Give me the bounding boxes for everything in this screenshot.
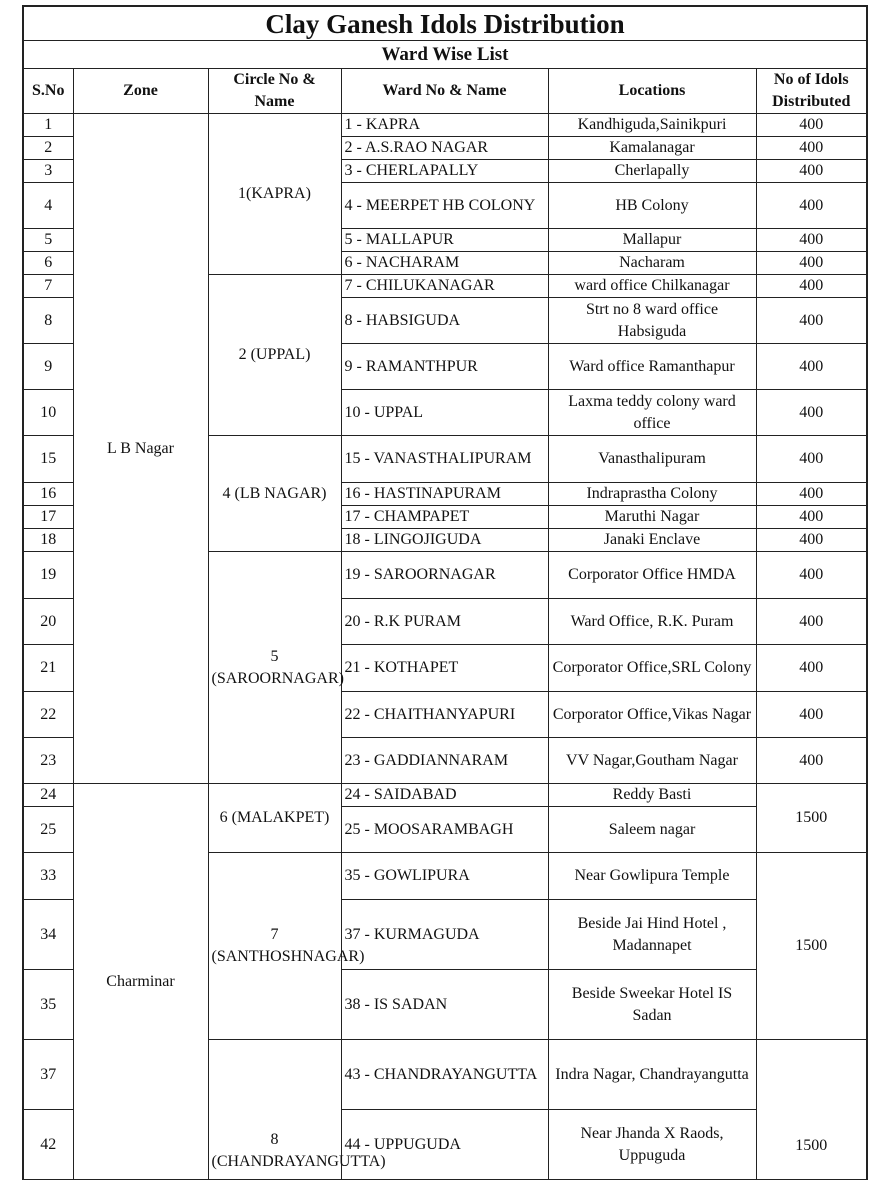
- table-row: [24, 114, 866, 137]
- sno-cell: 35: [24, 970, 73, 1040]
- sno-cell: 6: [24, 252, 73, 275]
- circle-cell-7: 7 (SANTHOSHNAGAR): [208, 853, 341, 1040]
- ward-cell: 43 - CHANDRAYANGUTTA: [341, 1040, 548, 1110]
- location-cell: Kandhiguda,Sainikpuri: [548, 114, 756, 137]
- sno-cell: 2: [24, 137, 73, 160]
- sno-cell: 9: [24, 344, 73, 390]
- ward-cell: 25 - MOOSARAMBAGH: [341, 807, 548, 853]
- ward-cell: 20 - R.K PURAM: [341, 599, 548, 645]
- idols-cell: 400: [756, 436, 866, 483]
- ward-cell: 17 - CHAMPAPET: [341, 506, 548, 529]
- ward-cell: 24 - SAIDABAD: [341, 784, 548, 807]
- sno-cell: 33: [24, 853, 73, 900]
- idols-cell: 400: [756, 252, 866, 275]
- location-cell: Ward office Ramanthapur: [548, 344, 756, 390]
- location-cell: Strt no 8 ward office Habsiguda: [548, 298, 756, 344]
- location-cell: Cherlapally: [548, 160, 756, 183]
- location-cell: HB Colony: [548, 183, 756, 229]
- idols-cell-group-8: 1500: [756, 1040, 866, 1180]
- ward-table: [24, 69, 866, 1180]
- circle-cell-8: 8 (CHANDRAYANGUTTA): [208, 1040, 341, 1180]
- ward-cell: 15 - VANASTHALIPURAM: [341, 436, 548, 483]
- sno-cell: 19: [24, 552, 73, 599]
- sno-cell: 8: [24, 298, 73, 344]
- location-cell: Janaki Enclave: [548, 529, 756, 552]
- ward-cell: 38 - IS SADAN: [341, 970, 548, 1040]
- zone-cell-lb-nagar: L B Nagar: [73, 114, 208, 784]
- location-cell: Reddy Basti: [548, 784, 756, 807]
- ward-cell: 18 - LINGOJIGUDA: [341, 529, 548, 552]
- circle-cell-2: 2 (UPPAL): [208, 275, 341, 436]
- sno-cell: 42: [24, 1110, 73, 1180]
- idols-cell: 400: [756, 298, 866, 344]
- location-cell: Kamalanagar: [548, 137, 756, 160]
- header-idols: No of Idols Distributed: [756, 69, 866, 114]
- circle-cell-5: 5 (SAROORNAGAR): [208, 552, 341, 784]
- sno-cell: 24: [24, 784, 73, 807]
- location-cell: Nacharam: [548, 252, 756, 275]
- ward-cell: 4 - MEERPET HB COLONY: [341, 183, 548, 229]
- sno-cell: 16: [24, 483, 73, 506]
- document-subtitle: Ward Wise List: [24, 41, 866, 69]
- location-cell: Beside Jai Hind Hotel , Madannapet: [548, 900, 756, 970]
- header-row: [24, 69, 866, 114]
- idols-cell: 400: [756, 183, 866, 229]
- sno-cell: 17: [24, 506, 73, 529]
- idols-cell: 400: [756, 692, 866, 738]
- location-cell: Corporator Office,Vikas Nagar: [548, 692, 756, 738]
- idols-cell: 400: [756, 137, 866, 160]
- sno-cell: 20: [24, 599, 73, 645]
- ward-cell: 7 - CHILUKANAGAR: [341, 275, 548, 298]
- ward-cell: 16 - HASTINAPURAM: [341, 483, 548, 506]
- idols-cell: 400: [756, 229, 866, 252]
- ward-cell: 5 - MALLAPUR: [341, 229, 548, 252]
- header-circle: Circle No & Name: [208, 69, 341, 114]
- circle-cell-6: 6 (MALAKPET): [208, 784, 341, 853]
- distribution-sheet: [22, 5, 868, 1180]
- ward-cell: 6 - NACHARAM: [341, 252, 548, 275]
- header-zone: Zone: [73, 69, 208, 114]
- ward-cell: 19 - SAROORNAGAR: [341, 552, 548, 599]
- ward-cell: 37 - KURMAGUDA: [341, 900, 548, 970]
- ward-cell: 44 - UPPUGUDA: [341, 1110, 548, 1180]
- ward-cell: 1 - KAPRA: [341, 114, 548, 137]
- header-sno: S.No: [24, 69, 73, 114]
- ward-cell: 35 - GOWLIPURA: [341, 853, 548, 900]
- idols-cell: 400: [756, 344, 866, 390]
- sno-cell: 34: [24, 900, 73, 970]
- ward-cell: 2 - A.S.RAO NAGAR: [341, 137, 548, 160]
- sno-cell: 10: [24, 390, 73, 436]
- ward-cell: 22 - CHAITHANYAPURI: [341, 692, 548, 738]
- sno-cell: 23: [24, 738, 73, 784]
- location-cell: Corporator Office,SRL Colony: [548, 645, 756, 692]
- sno-cell: 21: [24, 645, 73, 692]
- ward-cell: 9 - RAMANTHPUR: [341, 344, 548, 390]
- sno-cell: 22: [24, 692, 73, 738]
- idols-cell: 400: [756, 738, 866, 784]
- location-cell: Indra Nagar, Chandrayanguttа: [548, 1040, 756, 1110]
- sno-cell: 4: [24, 183, 73, 229]
- table-row: [24, 784, 866, 807]
- idols-cell: 400: [756, 275, 866, 298]
- location-cell: Indraprastha Colony: [548, 483, 756, 506]
- location-cell: Laxma teddy colony ward office: [548, 390, 756, 436]
- idols-cell-group-7: 1500: [756, 853, 866, 1040]
- sno-cell: 15: [24, 436, 73, 483]
- zone-cell-charminar: Charminar: [73, 784, 208, 1180]
- header-ward: Ward No & Name: [341, 69, 548, 114]
- location-cell: Corporator Office HMDA: [548, 552, 756, 599]
- circle-cell-4: 4 (LB NAGAR): [208, 436, 341, 552]
- sno-cell: 37: [24, 1040, 73, 1110]
- ward-cell: 23 - GADDIANNARAM: [341, 738, 548, 784]
- idols-cell: 400: [756, 645, 866, 692]
- idols-cell: 400: [756, 114, 866, 137]
- location-cell: Saleem nagar: [548, 807, 756, 853]
- location-cell: ward office Chilkanagar: [548, 275, 756, 298]
- sno-cell: 3: [24, 160, 73, 183]
- location-cell: Mallapur: [548, 229, 756, 252]
- document-title: Clay Ganesh Idols Distribution: [24, 7, 866, 41]
- location-cell: Vanasthalipuram: [548, 436, 756, 483]
- idols-cell: 400: [756, 160, 866, 183]
- idols-cell: 400: [756, 552, 866, 599]
- idols-cell: 400: [756, 390, 866, 436]
- sno-cell: 7: [24, 275, 73, 298]
- location-cell: VV Nagar,Goutham Nagar: [548, 738, 756, 784]
- ward-cell: 10 - UPPAL: [341, 390, 548, 436]
- sno-cell: 5: [24, 229, 73, 252]
- location-cell: Near Gowlipura Temple: [548, 853, 756, 900]
- location-cell: Beside Sweekar Hotel IS Sadan: [548, 970, 756, 1040]
- idols-cell: 400: [756, 599, 866, 645]
- idols-cell-group-6: 1500: [756, 784, 866, 853]
- idols-cell: 400: [756, 529, 866, 552]
- sno-cell: 25: [24, 807, 73, 853]
- sno-cell: 18: [24, 529, 73, 552]
- location-cell: Ward Office, R.K. Puram: [548, 599, 756, 645]
- sno-cell: 1: [24, 114, 73, 137]
- location-cell: Near Jhanda X Raods, Uppuguda: [548, 1110, 756, 1180]
- idols-cell: 400: [756, 506, 866, 529]
- location-cell: Maruthi Nagar: [548, 506, 756, 529]
- circle-cell-1: 1(KAPRA): [208, 114, 341, 275]
- header-locations: Locations: [548, 69, 756, 114]
- idols-cell: 400: [756, 483, 866, 506]
- ward-cell: 8 - HABSIGUDA: [341, 298, 548, 344]
- ward-cell: 21 - KOTHAPET: [341, 645, 548, 692]
- ward-cell: 3 - CHERLAPALLY: [341, 160, 548, 183]
